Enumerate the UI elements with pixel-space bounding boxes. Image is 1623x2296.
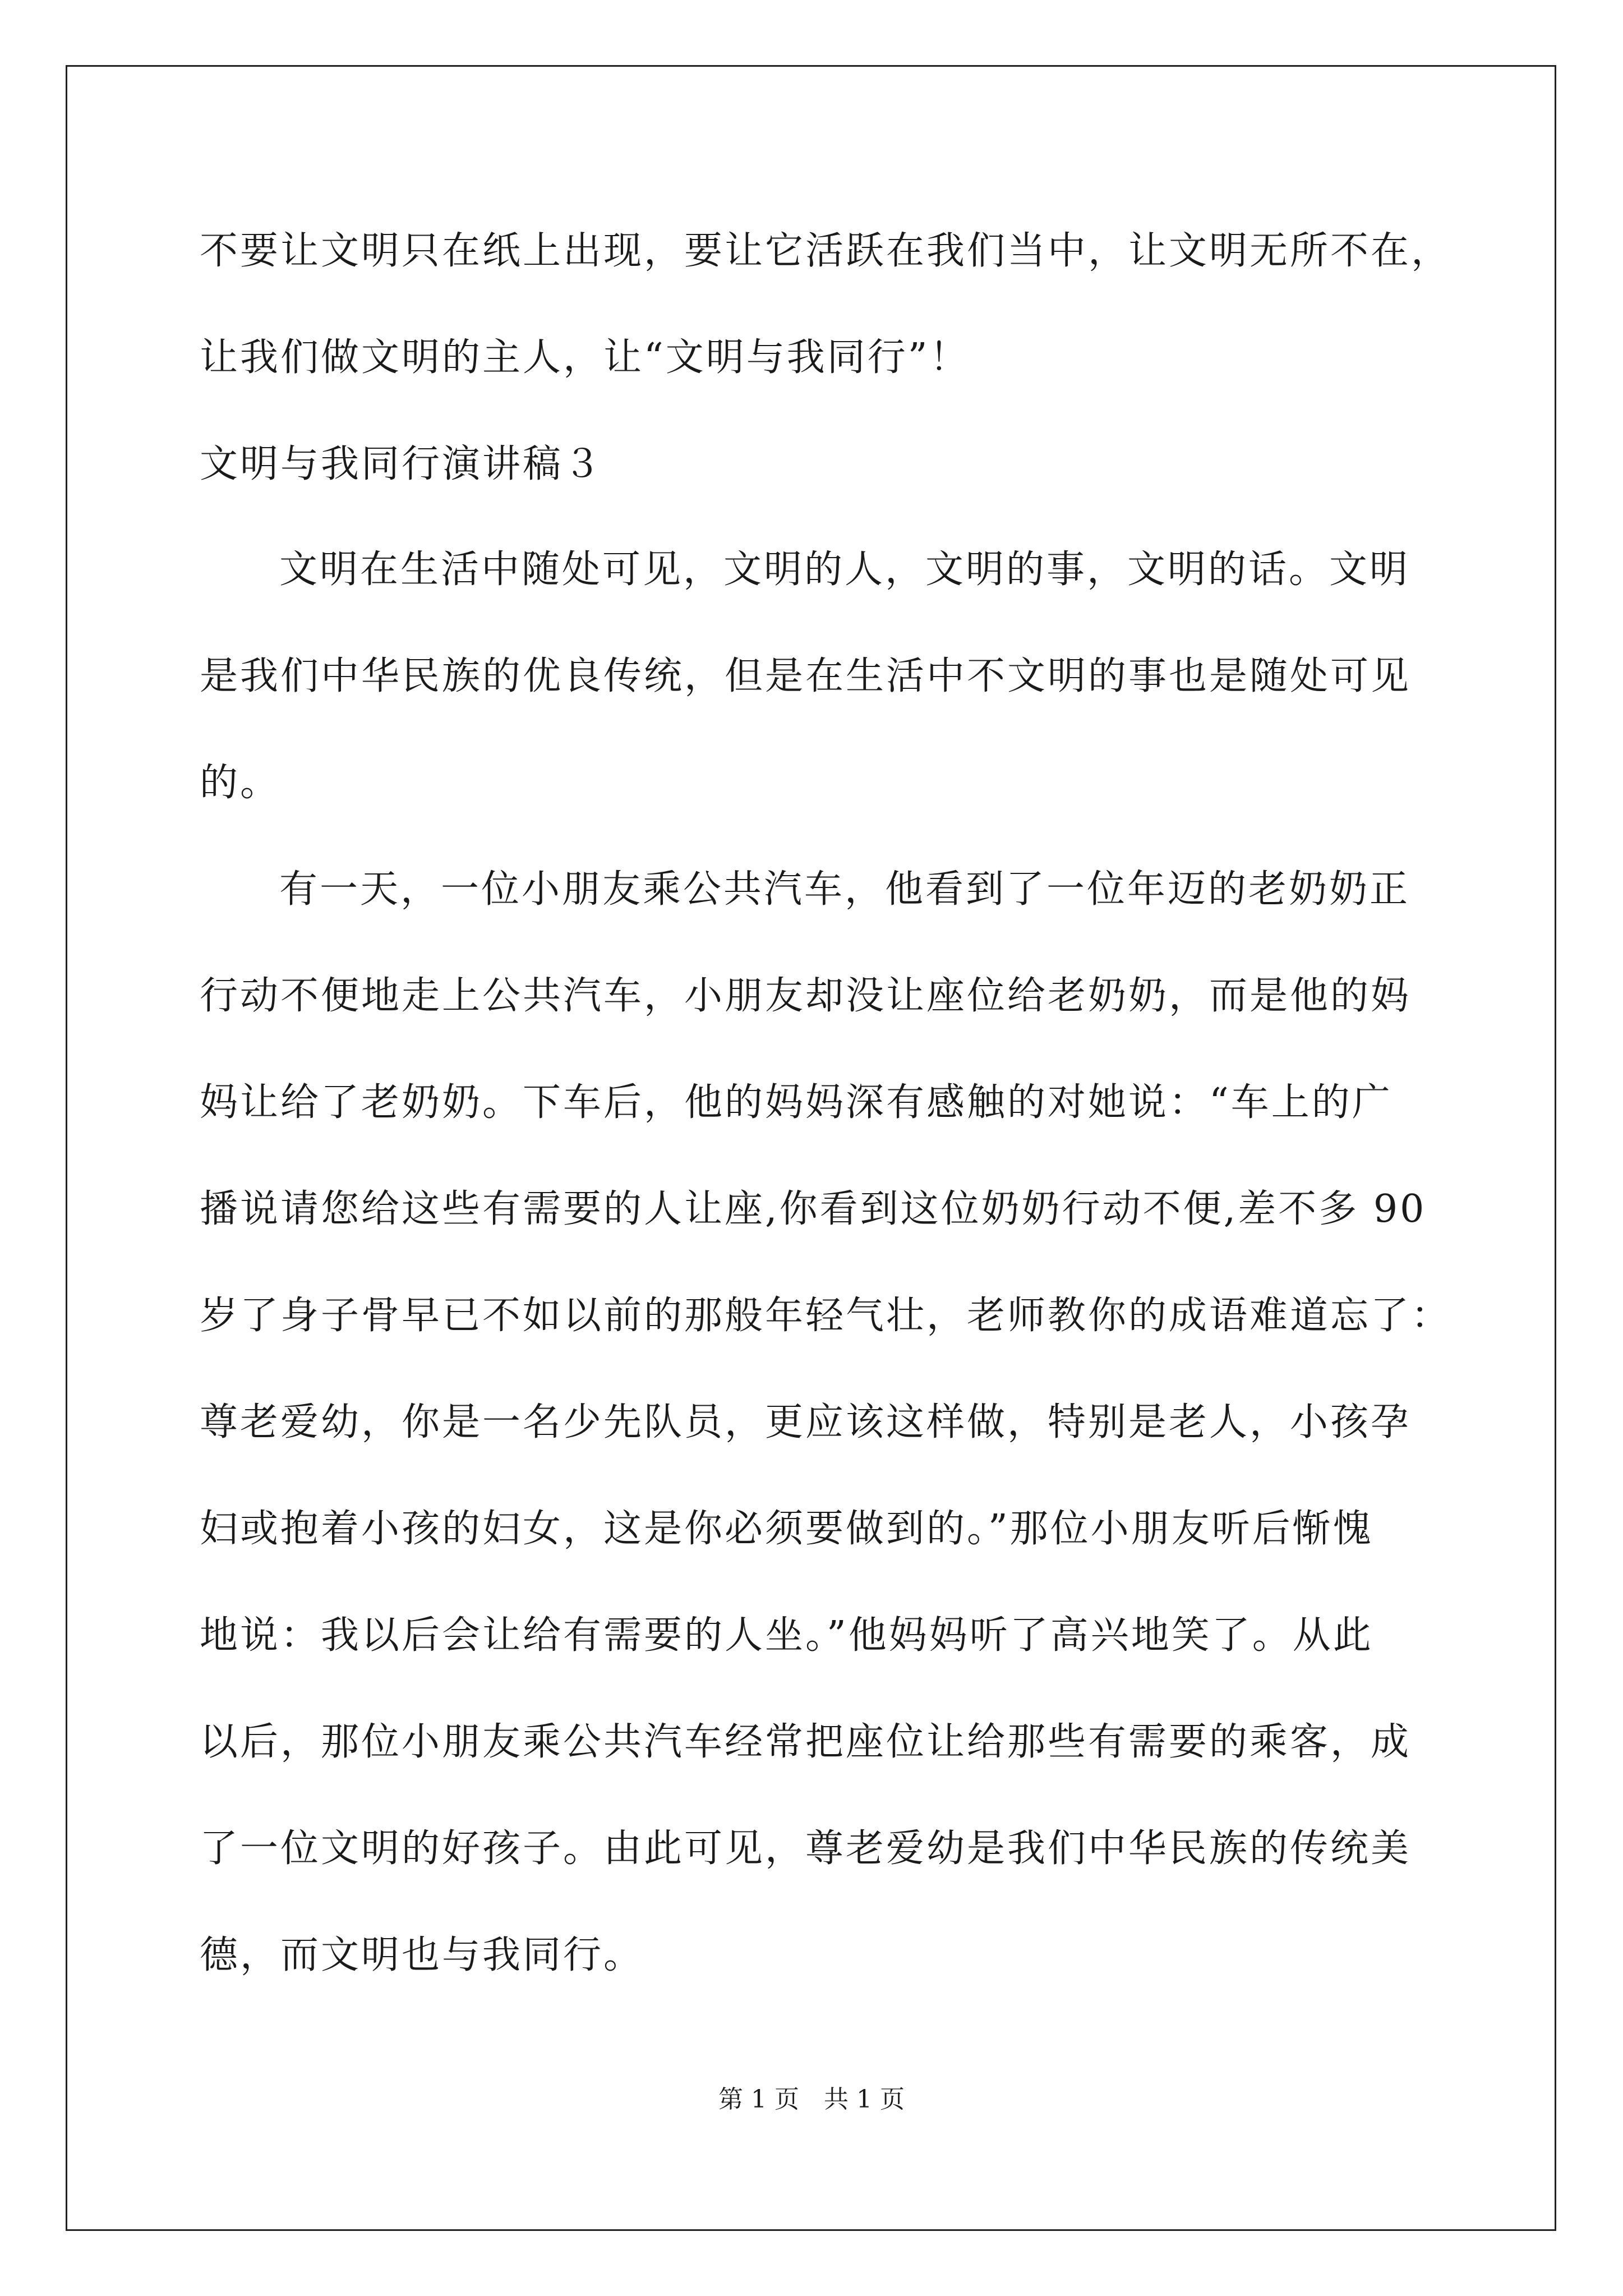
paragraph-line: 有一天，一位小朋友乘公共汽车，他看到了一位年迈的老奶奶正 xyxy=(279,867,1410,912)
paragraph-line: 文明在生活中随处可见，文明的人，文明的事，文明的话。文明 xyxy=(279,547,1410,592)
paragraph-line: 德，而文明也与我同行。 xyxy=(200,1933,644,1977)
paragraph-line: 妈让给了老奶奶。下车后，他的妈妈深有感触的对她说：“车上的广 xyxy=(200,1080,1393,1125)
paragraph-line: 是我们中华民族的优良传统，但是在生活中不文明的事也是随处可见 xyxy=(200,654,1412,698)
page-border xyxy=(66,65,1556,2231)
paragraph-line: 行动不便地走上公共汽车，小朋友却没让座位给老奶奶，而是他的妈 xyxy=(200,974,1412,1018)
paragraph-line: 以后，那位小朋友乘公共汽车经常把座位让给那些有需要的乘客，成 xyxy=(200,1720,1412,1764)
section-heading: 文明与我同行演讲稿３ xyxy=(200,442,604,486)
paragraph-line: 播说请您给这些有需要的人让座,你看到这位奶奶行动不便,差不多 90 xyxy=(200,1187,1427,1231)
paragraph-line: 尊老爱幼，你是一名少先队员，更应该这样做，特别是老人，小孩孕 xyxy=(200,1400,1412,1444)
paragraph-line: 让我们做文明的主人，让“文明与我同行”！ xyxy=(200,335,970,380)
paragraph-line: 妇或抱着小孩的妇女，这是你必须要做到的。”那位小朋友听后惭愧 xyxy=(200,1507,1373,1551)
paragraph-line: 岁了身子骨早已不如以前的那般年轻气壮，老师教你的成语难道忘了： xyxy=(200,1294,1452,1338)
paragraph-line: 的。 xyxy=(200,761,281,805)
paragraph-line: 不要让文明只在纸上出现，要让它活跃在我们当中，让文明无所不在， xyxy=(200,229,1452,273)
page-footer: 第 1 页 共 1 页 xyxy=(718,2085,905,2114)
paragraph-line: 地说：我以后会让给有需要的人坐。”他妈妈听了高兴地笑了。从此 xyxy=(200,1613,1373,1658)
paragraph-line: 了一位文明的好孩子。由此可见，尊老爱幼是我们中华民族的传统美 xyxy=(200,1826,1412,1871)
